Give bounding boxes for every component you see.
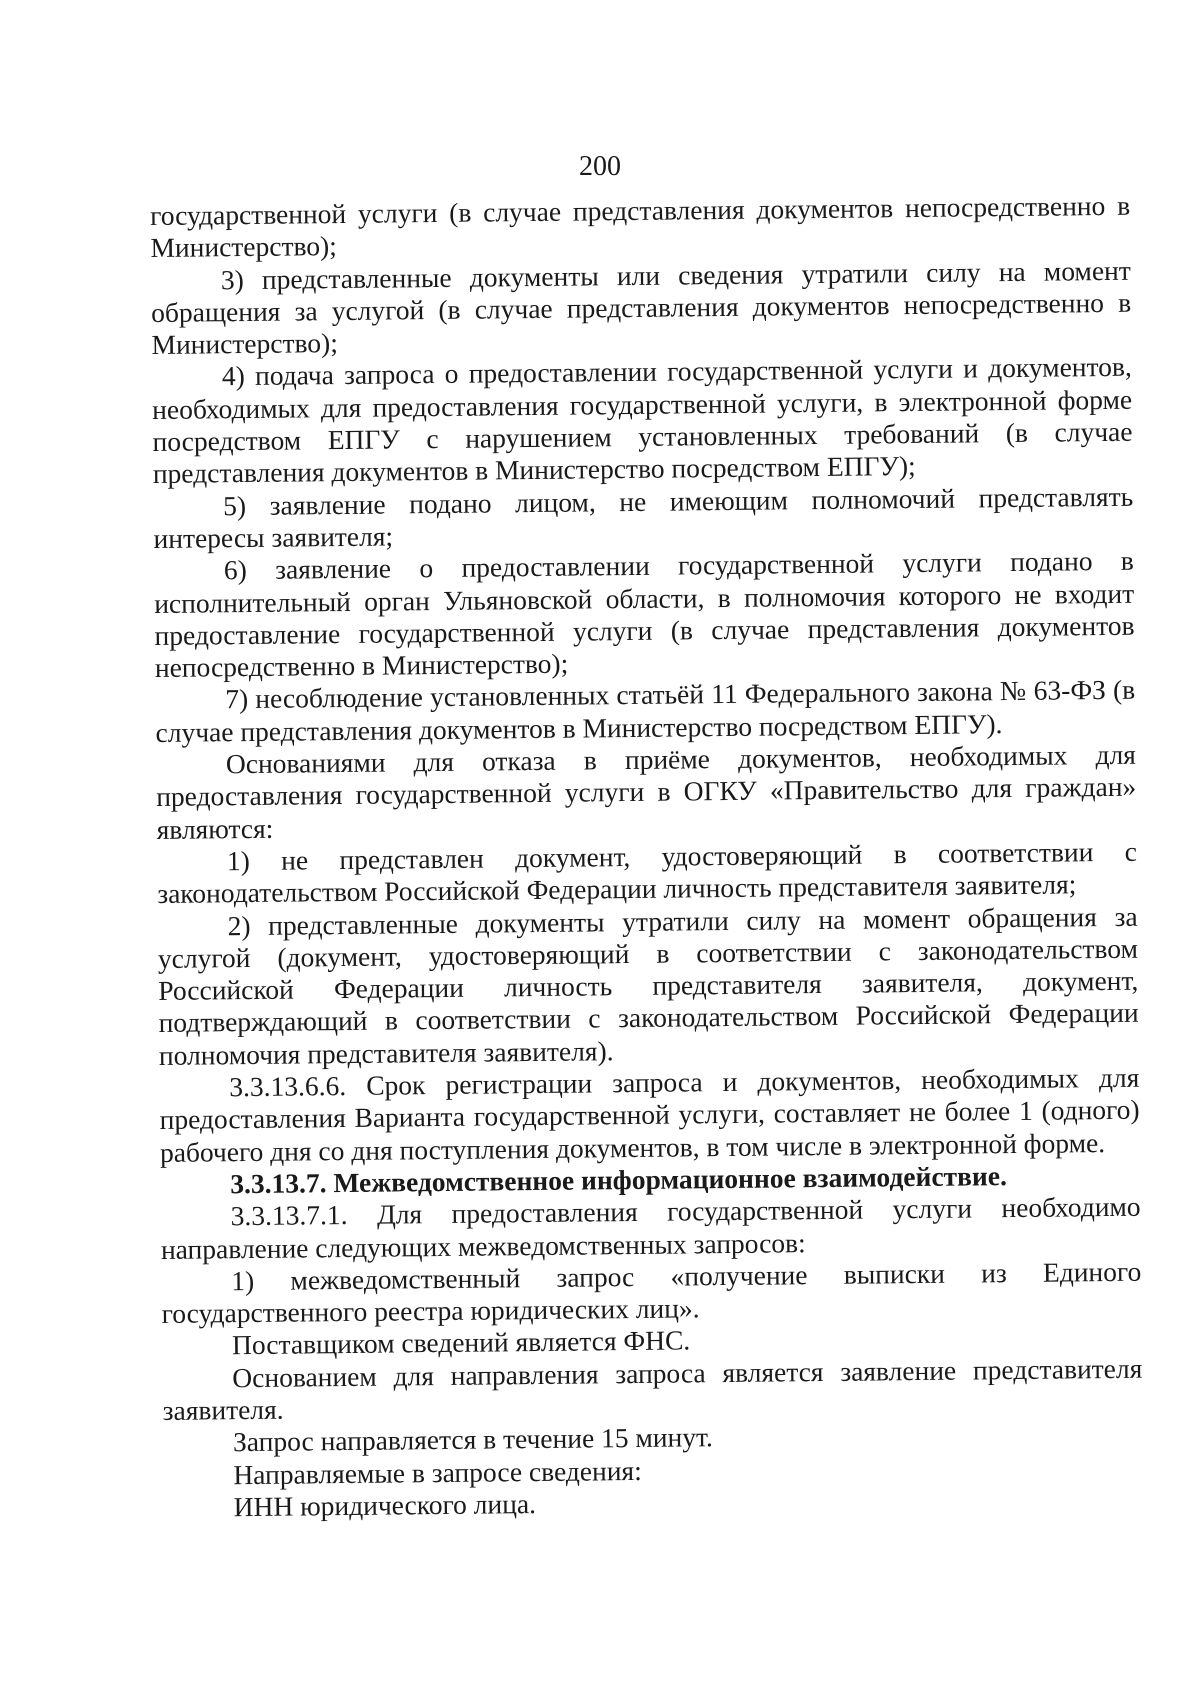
paragraph: Запрос направляется в течение 15 минут. <box>232 1421 714 1458</box>
paragraph: 1) межведомственный запрос «получение выписки из Единого государственного реестра юридических лиц». <box>161 1255 1142 1330</box>
paragraph: ИНН юридического лица. <box>233 1487 537 1523</box>
paragraph: 1) не представлен документ, удостоверяющий в соответствии с законодательством Российской Федерации личность представителя заявителя; <box>157 835 1138 910</box>
paragraph: 3) представленные документы или сведения утратили силу на момент обращения за услугой (в случае представления документов непосредственно в Министерство); <box>151 254 1132 361</box>
paragraph: 4) подача запроса о предоставлении государственной услуги и документов, необходимых для предоставления государственной услуги, в электронной форме посредством ЕПГУ с нарушением установленных требований (в случае представления документов в Министерство посредством ЕПГУ); <box>152 351 1133 490</box>
paragraph: Основанием для направления запроса является заявление представителя заявителя. <box>162 1352 1143 1426</box>
paragraph: 2) представленные документы утратили силу на момент обращения за услугой (документ, удостоверяющий в соответствии с законодательством Российской Федерации личность представителя заявителя, документ, подтверждающий в соответствии с законодательством Российской Федерации полномочия представителя заявителя). <box>157 900 1139 1071</box>
document-body <box>150 190 1144 1524</box>
section-heading: 3.3.13.7. Межведомственное информационное взаимодействие. <box>230 1159 1008 1200</box>
paragraph: 5) заявление подано лицом, не имеющим полномочий представлять интересы заявителя; <box>153 480 1134 554</box>
paragraph: 6) заявление о предоставлении государственной услуги подано в исполнительный орган Ульяновской области, в полномочия которого не входит предоставление государственной услуги (в случае представления документов непосредственно в Министерство); <box>154 544 1135 684</box>
paragraph: Поставщиком сведений является ФНС. <box>231 1324 691 1361</box>
paragraph: 3.3.13.6.6. Срок регистрации запроса и документов, необходимых для предоставления Варианта государственной услуги, составляет не более 1 (одного) рабочего дня со дня поступления документов, в том числе в электронной форме. <box>159 1061 1140 1168</box>
page-number: 200 <box>579 151 621 182</box>
paragraph: 7) несоблюдение установленных статьёй 11 Федерального закона № 63-ФЗ (в случае представления документов в Министерство посредством ЕПГУ). <box>155 674 1136 748</box>
paragraph: Направляемые в запросе сведения: <box>233 1454 642 1490</box>
paragraph: Основаниями для отказа в приёме документов, необходимых для предоставления государственной услуги в ОГКУ «Правительство для граждан» являются: <box>156 738 1137 845</box>
paragraph: 3.3.13.7.1. Для предоставления государственной услуги необходимо направление следующих межведомственных запросов: <box>160 1190 1141 1265</box>
paragraph: государственной услуги (в случае представления документов непосредственно в Министерство); <box>150 189 1131 264</box>
